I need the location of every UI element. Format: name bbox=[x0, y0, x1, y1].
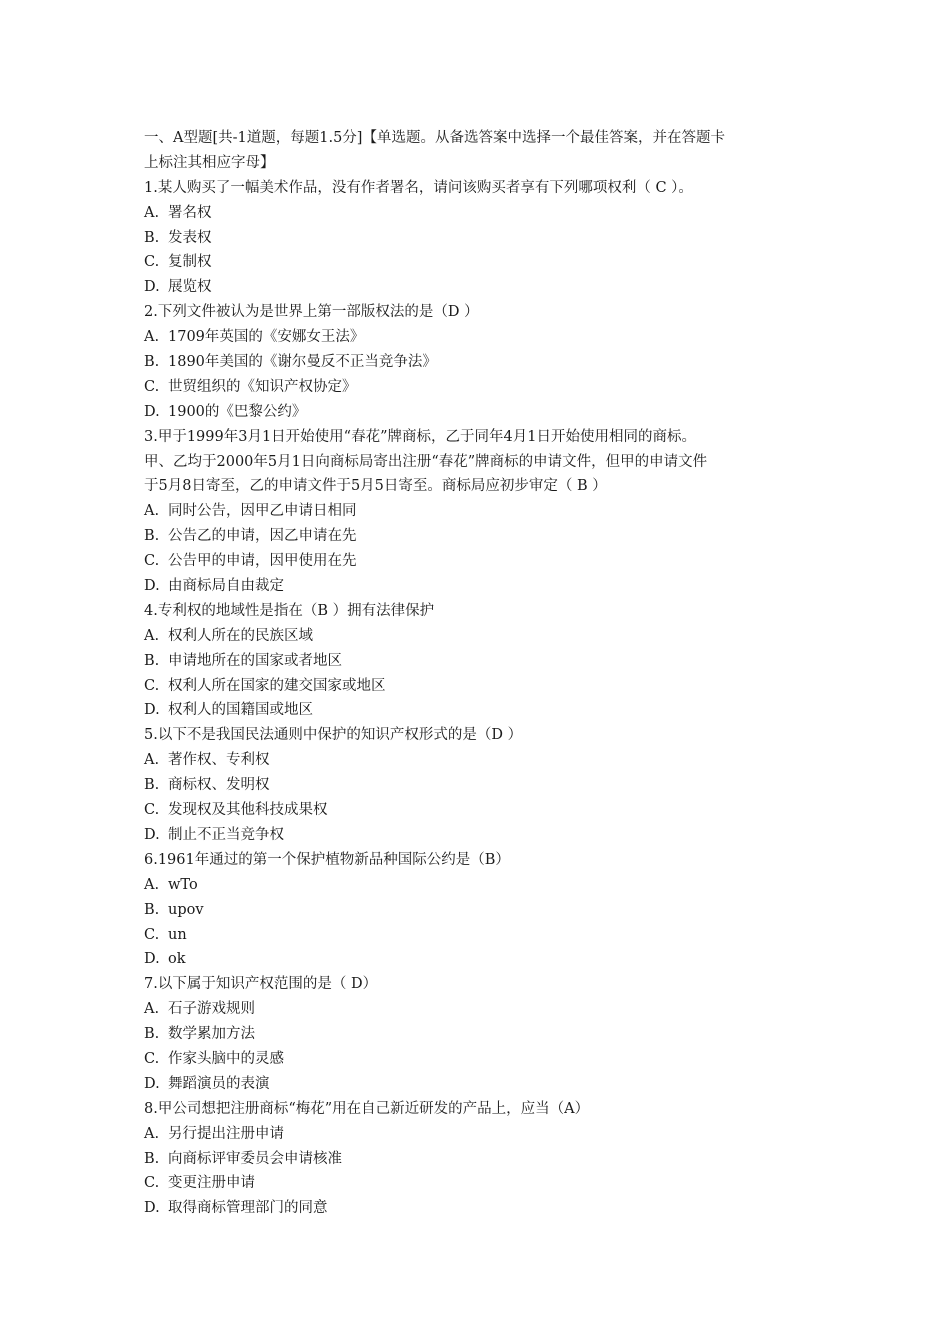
question-stem: 4.专利权的地域性是指在（B ）拥有法律保护 bbox=[144, 602, 435, 619]
option-letter: D. bbox=[144, 578, 160, 595]
option-letter: B. bbox=[144, 652, 160, 669]
option-letter: B. bbox=[144, 528, 160, 545]
option-letter: B. bbox=[144, 777, 160, 794]
option-letter: D. bbox=[144, 951, 160, 968]
option-text: 取得商标管理部门的同意 bbox=[168, 1200, 328, 1217]
answer-option bbox=[144, 375, 824, 400]
option-text: 公告甲的申请，因甲使用在先 bbox=[168, 553, 357, 570]
option-letter: C. bbox=[144, 677, 160, 694]
answer-option bbox=[144, 1171, 824, 1196]
option-letter: C. bbox=[144, 926, 160, 943]
option-text: 1709年英国的《安娜女王法》 bbox=[168, 329, 365, 346]
option-letter: B. bbox=[144, 229, 160, 246]
section-header-line: 上标注其相应字母】 bbox=[144, 154, 275, 171]
option-letter: B. bbox=[144, 1026, 160, 1043]
option-letter: B. bbox=[144, 354, 160, 371]
option-letter: A. bbox=[144, 503, 160, 520]
answer-option bbox=[144, 250, 824, 275]
answer-option bbox=[144, 549, 824, 574]
answer-option bbox=[144, 1047, 824, 1072]
option-letter: C. bbox=[144, 1050, 160, 1067]
option-text: 署名权 bbox=[168, 204, 212, 221]
option-text: 制止不正当竞争权 bbox=[168, 826, 284, 843]
answer-option bbox=[144, 524, 824, 549]
option-text: un bbox=[168, 926, 187, 943]
answer-option bbox=[144, 773, 824, 798]
option-text: 作家头脑中的灵感 bbox=[168, 1050, 284, 1067]
answer-option bbox=[144, 1072, 824, 1097]
answer-option bbox=[144, 748, 824, 773]
option-letter: B. bbox=[144, 1150, 160, 1167]
answer-option bbox=[144, 947, 824, 972]
option-text: 权利人所在国家的建交国家或地区 bbox=[168, 677, 386, 694]
answer-option bbox=[144, 823, 824, 848]
question-item bbox=[144, 176, 824, 300]
option-text: upov bbox=[168, 901, 204, 918]
option-letter: C. bbox=[144, 378, 160, 395]
option-text: 另行提出注册申请 bbox=[168, 1125, 284, 1142]
question-item bbox=[144, 300, 824, 424]
answer-option bbox=[144, 898, 824, 923]
option-text: wTo bbox=[168, 876, 198, 893]
option-letter: A. bbox=[144, 1001, 160, 1018]
question-stem: 2.下列文件被认为是世界上第一部版权法的是（D ） bbox=[144, 304, 479, 321]
option-letter: D. bbox=[144, 279, 160, 296]
question-item bbox=[144, 1097, 824, 1221]
option-text: 石子游戏规则 bbox=[168, 1001, 255, 1018]
option-text: 1890年美国的《谢尔曼反不正当竞争法》 bbox=[168, 354, 437, 371]
option-text: 1900的《巴黎公约》 bbox=[168, 403, 307, 420]
option-text: 展览权 bbox=[168, 279, 212, 296]
question-item bbox=[144, 848, 824, 972]
answer-option bbox=[144, 698, 824, 723]
question-stem: 于5月8日寄至，乙的申请文件于5月5日寄至。商标局应初步审定（ B ） bbox=[144, 478, 607, 495]
option-text: 申请地所在的国家或者地区 bbox=[168, 652, 342, 669]
question-stem: 8.甲公司想把注册商标“梅花”用在自己新近研发的产品上，应当（A） bbox=[144, 1100, 590, 1117]
answer-option bbox=[144, 226, 824, 251]
question-item bbox=[144, 425, 824, 599]
answer-option bbox=[144, 574, 824, 599]
option-text: 由商标局自由裁定 bbox=[168, 578, 284, 595]
option-letter: A. bbox=[144, 329, 160, 346]
option-letter: B. bbox=[144, 901, 160, 918]
answer-option bbox=[144, 674, 824, 699]
option-letter: D. bbox=[144, 1075, 160, 1092]
answer-option bbox=[144, 997, 824, 1022]
option-text: 权利人的国籍国或地区 bbox=[168, 702, 313, 719]
question-stem: 甲、乙均于2000年5月1日向商标局寄出注册“春花”牌商标的申请文件，但甲的申请文件 bbox=[144, 453, 708, 470]
answer-option bbox=[144, 1196, 824, 1221]
answer-option bbox=[144, 798, 824, 823]
option-letter: A. bbox=[144, 876, 160, 893]
option-letter: A. bbox=[144, 1125, 160, 1142]
option-text: 复制权 bbox=[168, 254, 212, 271]
option-letter: A. bbox=[144, 752, 160, 769]
answer-option bbox=[144, 275, 824, 300]
answer-option bbox=[144, 873, 824, 898]
question-list bbox=[144, 176, 824, 1221]
option-text: 同时公告，因甲乙申请日相同 bbox=[168, 503, 357, 520]
answer-option bbox=[144, 350, 824, 375]
answer-option bbox=[144, 649, 824, 674]
answer-option bbox=[144, 325, 824, 350]
answer-option bbox=[144, 1122, 824, 1147]
option-letter: D. bbox=[144, 1200, 160, 1217]
answer-option bbox=[144, 1022, 824, 1047]
answer-option bbox=[144, 499, 824, 524]
answer-option bbox=[144, 400, 824, 425]
option-text: 舞蹈演员的表演 bbox=[168, 1075, 270, 1092]
option-letter: C. bbox=[144, 553, 160, 570]
option-text: ok bbox=[168, 951, 186, 968]
option-letter: D. bbox=[144, 826, 160, 843]
option-text: 权利人所在的民族区域 bbox=[168, 627, 313, 644]
question-stem: 7.以下属于知识产权范围的是（ D） bbox=[144, 976, 378, 993]
option-text: 数学累加方法 bbox=[168, 1026, 255, 1043]
answer-option bbox=[144, 923, 824, 948]
option-text: 世贸组织的《知识产权协定》 bbox=[168, 378, 357, 395]
question-item bbox=[144, 599, 824, 723]
option-text: 向商标评审委员会申请核准 bbox=[168, 1150, 342, 1167]
option-text: 变更注册申请 bbox=[168, 1175, 255, 1192]
document-page bbox=[144, 126, 824, 1221]
option-letter: D. bbox=[144, 702, 160, 719]
question-stem: 3.甲于1999年3月1日开始使用“春花”牌商标，乙于同年4月1日开始使用相同的商标。 bbox=[144, 428, 696, 445]
option-letter: C. bbox=[144, 1175, 160, 1192]
option-letter: D. bbox=[144, 403, 160, 420]
option-text: 商标权、发明权 bbox=[168, 777, 270, 794]
question-stem: 6.1961年通过的第一个保护植物新品种国际公约是（B） bbox=[144, 851, 510, 868]
option-text: 公告乙的申请，因乙申请在先 bbox=[168, 528, 357, 545]
answer-option bbox=[144, 201, 824, 226]
answer-option bbox=[144, 1147, 824, 1172]
option-letter: C. bbox=[144, 802, 160, 819]
section-header bbox=[144, 126, 824, 176]
question-stem: 5.以下不是我国民法通则中保护的知识产权形式的是（D ） bbox=[144, 727, 523, 744]
option-text: 发现权及其他科技成果权 bbox=[168, 802, 328, 819]
question-stem: 1.某人购买了一幅美术作品，没有作者署名，请问该购买者享有下列哪项权利（ C ）。 bbox=[144, 179, 693, 196]
question-item bbox=[144, 723, 824, 847]
question-item bbox=[144, 972, 824, 1096]
section-header-line: 一、A型题[共-1道题，每题1.5分]【单选题。从备选答案中选择一个最佳答案，并在答题卡 bbox=[144, 130, 725, 146]
option-text: 著作权、专利权 bbox=[168, 752, 270, 769]
option-letter: C. bbox=[144, 254, 160, 271]
option-letter: A. bbox=[144, 204, 160, 221]
option-letter: A. bbox=[144, 627, 160, 644]
answer-option bbox=[144, 624, 824, 649]
option-text: 发表权 bbox=[168, 229, 212, 246]
